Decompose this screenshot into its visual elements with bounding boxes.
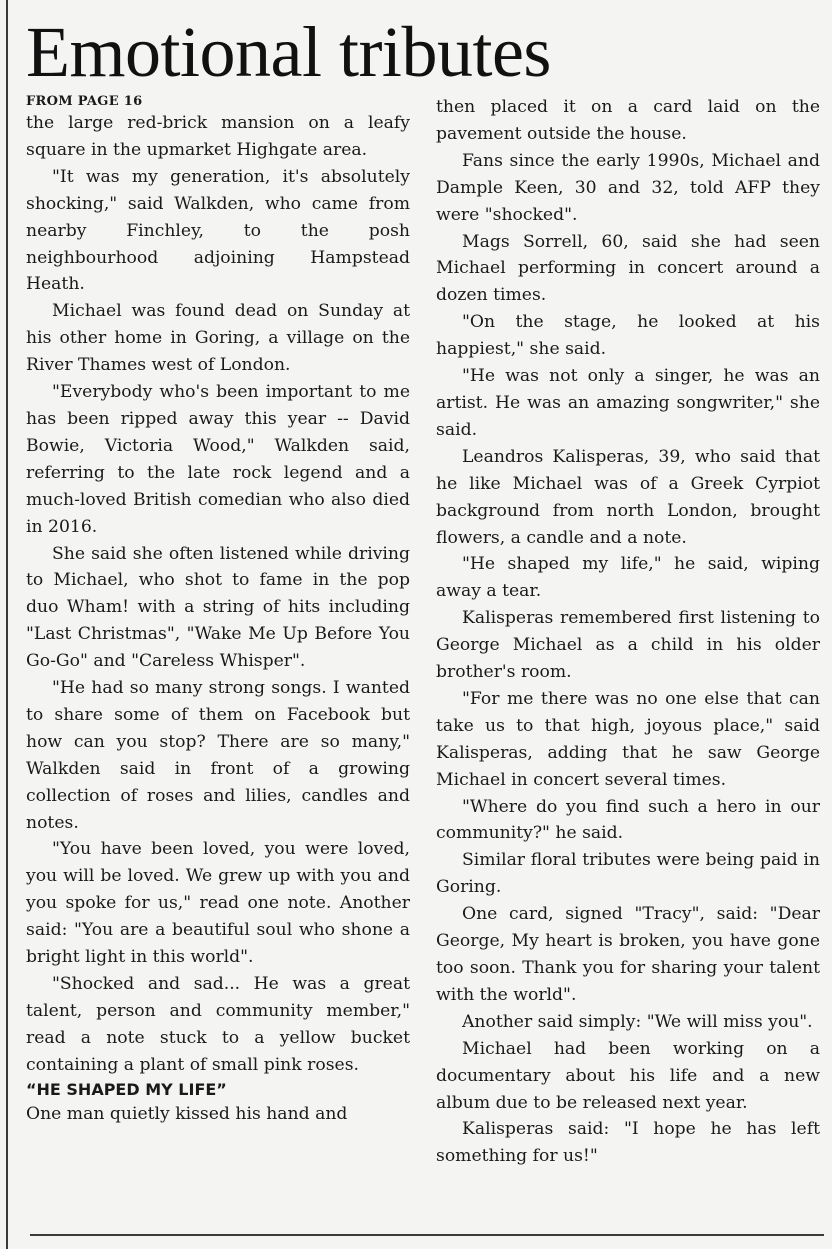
headline: Emotional tributes	[26, 12, 551, 92]
paragraph: Kalisperas remembered first listening to George Michael as a child in his older brother's room.	[436, 608, 820, 683]
paragraph: She said she often listened while driving to Michael, who shot to fame in the pop duo Wham! with a string of hits including "Last Christmas", "Wake Me Up Before You Go-Go" and "Careless Whisper".	[26, 543, 410, 672]
paragraph: Fans since the early 1990s, Michael and Dample Keen, 30 and 32, told AFP they were "shocked".	[436, 150, 820, 225]
kicker-from-page: FROM PAGE 16	[26, 94, 143, 109]
paragraph: then placed it on a card laid on the pavement outside the house.	[436, 97, 820, 144]
bottom-rule	[30, 1234, 824, 1236]
paragraph: "On the stage, he looked at his happiest," she said.	[436, 312, 820, 360]
paragraph: "For me there was no one else that can take us to that high, joyous place," said Kalisperas, adding that he saw George Michael in concert several times.	[436, 688, 820, 790]
paragraph: "It was my generation, it's absolutely shocking," said Walkden, who came from nearby Finchley, to the posh neighbourhood adjoining Hampstead Heath.	[26, 166, 410, 295]
paragraph: Mags Sorrell, 60, said she had seen Michael performing in concert around a dozen times.	[436, 231, 820, 306]
paragraph: Similar floral tributes were being paid in Goring.	[436, 850, 820, 898]
paragraph: Michael was found dead on Sunday at his other home in Goring, a village on the River Thames west of London.	[26, 301, 410, 376]
paragraph: Michael had been working on a documentary about his life and a new album due to be released next year.	[436, 1038, 820, 1113]
paragraph: "He had so many strong songs. I wanted to share some of them on Facebook but how can you stop? There are so many," Walkden said in front of a growing collection of roses and lilies, candles and notes.	[26, 678, 410, 833]
article-column-right	[436, 94, 820, 1170]
left-column-rule	[6, 0, 8, 1249]
paragraph: "He shaped my life," he said, wiping away a tear.	[436, 554, 820, 602]
subheading: “HE SHAPED MY LIFE”	[26, 1079, 227, 1099]
paragraph: "Shocked and sad... He was a great talent, person and community member," read a note stuck to a yellow bucket containing a plant of small pink roses.	[26, 974, 410, 1075]
article-column-left	[26, 94, 410, 1128]
paragraph: One man quietly kissed his hand and	[26, 1103, 348, 1124]
paragraph: Another said simply: "We will miss you".	[462, 1011, 813, 1032]
paragraph: "He was not only a singer, he was an artist. He was an amazing songwriter," she said.	[436, 366, 820, 440]
paragraph: the large red-brick mansion on a leafy square in the upmarket Highgate area.	[26, 113, 410, 160]
paragraph: "You have been loved, you were loved, you will be loved. We grew up with you and you spoke for us," read one note. Another said: "You are a beautiful soul who shone a bright light in this world".	[26, 839, 410, 968]
paragraph: "Where do you find such a hero in our community?" he said.	[436, 796, 820, 844]
paragraph: Kalisperas said: "I hope he has left something for us!"	[436, 1119, 820, 1167]
paragraph: "Everybody who's been important to me has been ripped away this year -- David Bowie, Victoria Wood," Walkden said, referring to the late rock legend and a much-loved British comedian who also died in 2016.	[26, 382, 410, 537]
paragraph: Leandros Kalisperas, 39, who said that he like Michael was of a Greek Cyrpiot background from north London, brought flowers, a candle and a note.	[436, 446, 820, 548]
paragraph: One card, signed "Tracy", said: "Dear George, My heart is broken, you have gone too soon. Thank you for sharing your talent with the world".	[436, 904, 820, 1005]
